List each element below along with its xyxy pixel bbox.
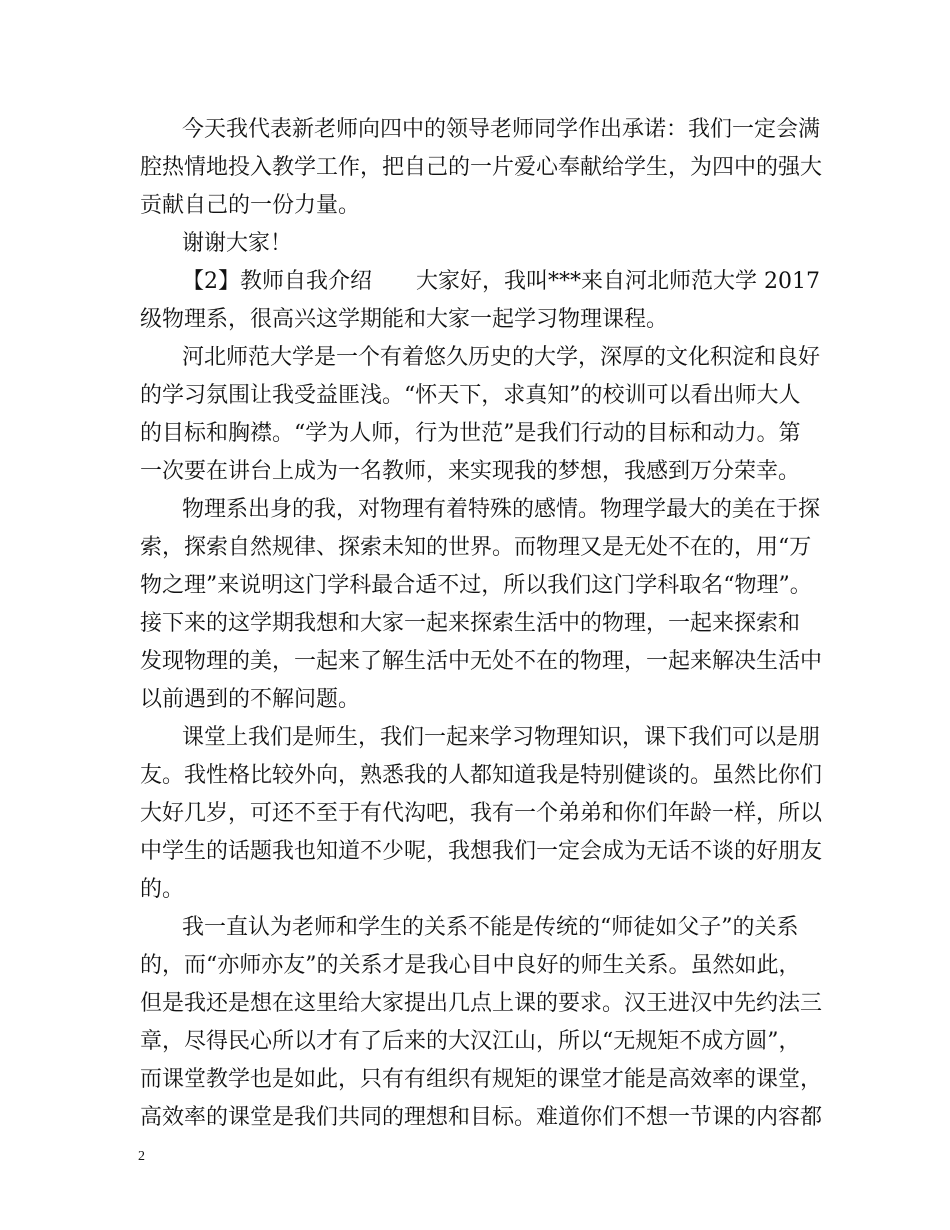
text-line: 高效率的课堂是我们共同的理想和目标。难道你们不想一节课的内容都 [140, 1105, 823, 1130]
text-line: 索，探索自然规律、探索未知的世界。而物理又是无处不在的，用“万 [140, 535, 812, 560]
text-line: 的目标和胸襟。“学为人师，行为世范”是我们行动的目标和动力。第 [140, 421, 801, 446]
text-line: 河北师范大学是一个有着悠久历史的大学，深厚的文化积淀和良好 [182, 345, 821, 370]
text-line: 今天我代表新老师向四中的领导老师同学作出承诺：我们一定会满 [182, 117, 821, 142]
text-line: 物之理”来说明这门学科最合适不过，所以我们这门学科取名“物理”。 [140, 573, 812, 598]
text-line: 课堂上我们是师生，我们一起来学习物理知识，课下我们可以是朋 [182, 725, 821, 750]
text-line: 物理系出身的我，对物理有着特殊的感情。物理学最大的美在于探 [182, 497, 821, 522]
text-line: 大好几岁，可还不至于有代沟吧，我有一个弟弟和你们年龄一样，所以 [140, 801, 823, 826]
text-line: 以前遇到的不解问题。 [140, 687, 361, 712]
text-line: 中学生的话题我也知道不少呢，我想我们一定会成为无话不谈的好朋友 [140, 839, 823, 864]
section-heading-line: 【2】教师自我介绍 大家好，我叫***来自河北师范大学 2017 [182, 269, 820, 294]
text-line: 腔热情地投入教学工作，把自己的一片爱心奉献给学生，为四中的强大 [140, 155, 823, 180]
text-line: 我一直认为老师和学生的关系不能是传统的“师徒如父子”的关系 [182, 915, 799, 940]
text-line: 友。我性格比较外向，熟悉我的人都知道我是特别健谈的。虽然比你们 [140, 763, 823, 788]
text-line: 的，而“亦师亦友”的关系才是我心目中良好的师生关系。虽然如此， [140, 953, 801, 978]
text-line: 的学习氛围让我受益匪浅。“怀天下，求真知”的校训可以看出师大人 [140, 383, 801, 408]
text-line: 的。 [140, 877, 185, 902]
text-line: 但是我还是想在这里给大家提出几点上课的要求。汉王进汉中先约法三 [140, 991, 823, 1016]
text-line: 谢谢大家！ [182, 231, 293, 256]
text-line: 接下来的这学期我想和大家一起来探索生活中的物理，一起来探索和 [140, 611, 801, 636]
text-line: 贡献自己的一份力量。 [140, 193, 361, 218]
text-line: 发现物理的美，一起来了解生活中无处不在的物理，一起来解决生活中 [140, 649, 823, 674]
page-number: 2 [138, 1149, 145, 1164]
text-line: 而课堂教学也是如此，只有有组织有规矩的课堂才能是高效率的课堂， [140, 1067, 823, 1092]
text-line: 一次要在讲台上成为一名教师，来实现我的梦想，我感到万分荣幸。 [140, 459, 801, 484]
text-line: 章，尽得民心所以才有了后来的大汉江山，所以“无规矩不成方圆”， [140, 1029, 801, 1054]
text-line: 级物理系，很高兴这学期能和大家一起学习物理课程。 [140, 307, 669, 332]
